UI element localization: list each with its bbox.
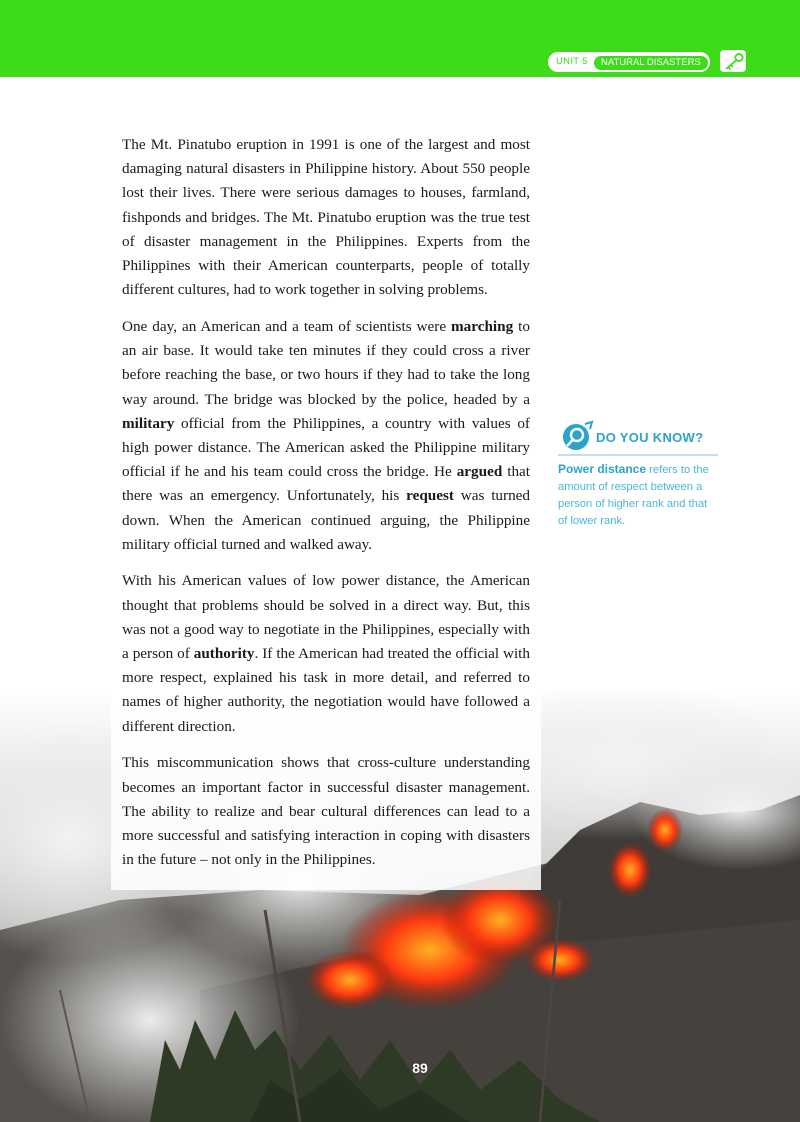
- keyword-argued: argued: [456, 463, 503, 481]
- keyword-authority: authority: [193, 645, 255, 663]
- key-icon: [723, 52, 745, 72]
- magnifier-icon: [561, 420, 595, 452]
- did-you-know-definition: refers to the amount of respect between a person of higher rank and that of lower rank.: [558, 464, 709, 527]
- keyword-military: military: [122, 414, 175, 432]
- unit-topic: NATURAL DISASTERS: [594, 56, 708, 70]
- page-number: 89: [412, 1060, 428, 1076]
- did-you-know-term: Power distance: [558, 462, 647, 476]
- article-body: [122, 133, 530, 885]
- did-you-know-text: [558, 461, 718, 530]
- paragraph-1: The Mt. Pinatubo eruption in 1991 is one of the largest and most damaging natural disasters in Philippine history. About 550 people lost their lives. There were serious damages to houses, farmland, fishponds and bridges. The Mt. Pinatubo eruption was the true test of disaster management in the Philippines. Experts from the Philippines with their American counterparts, people of totally different cultures, had to work together in solving problems.: [122, 136, 530, 299]
- did-you-know-header: [558, 418, 718, 456]
- unit-label: UNIT 5: [556, 56, 588, 67]
- paragraph-3: With his American values of low power distance, the American thought that problems should be solved in a direct way. But, this was not a good way to negotiate in the Philippines, especially with a person of authority. If the American had treated the official with more respect, explained his task in more detail, and referred to names of higher authority, the negotiation would have followed a different direction.: [122, 572, 530, 735]
- paragraph-2: One day, an American and a team of scientists were marching to an air base. It would take ten minutes if they could cross a river before reaching the base, or two hours if they had to take the long way around. The bridge was blocked by the police, headed by a military official from the Philippines, a country with values of high power distance. The American asked the Philippine military official if he and his team could cross the bridge. He argued that there was an emergency. Unfortunately, his request was turned down. When the American continued arguing, the Philippine military official turned and walked away.: [122, 317, 531, 553]
- key-icon-box: [718, 48, 748, 74]
- unit-tab: [546, 50, 712, 74]
- keyword-marching: marching: [451, 317, 514, 335]
- keyword-request: request: [406, 487, 454, 505]
- did-you-know-title: DO YOU KNOW?: [596, 430, 704, 445]
- paragraph-4: This miscommunication shows that cross-culture understanding becomes an important factor in successful disaster management. The ability to realize and bear cultural differences can lead to a more successful and satisfying interaction in coping with disasters in the future – not only in the Philippines.: [122, 754, 530, 869]
- did-you-know-box: [558, 418, 718, 530]
